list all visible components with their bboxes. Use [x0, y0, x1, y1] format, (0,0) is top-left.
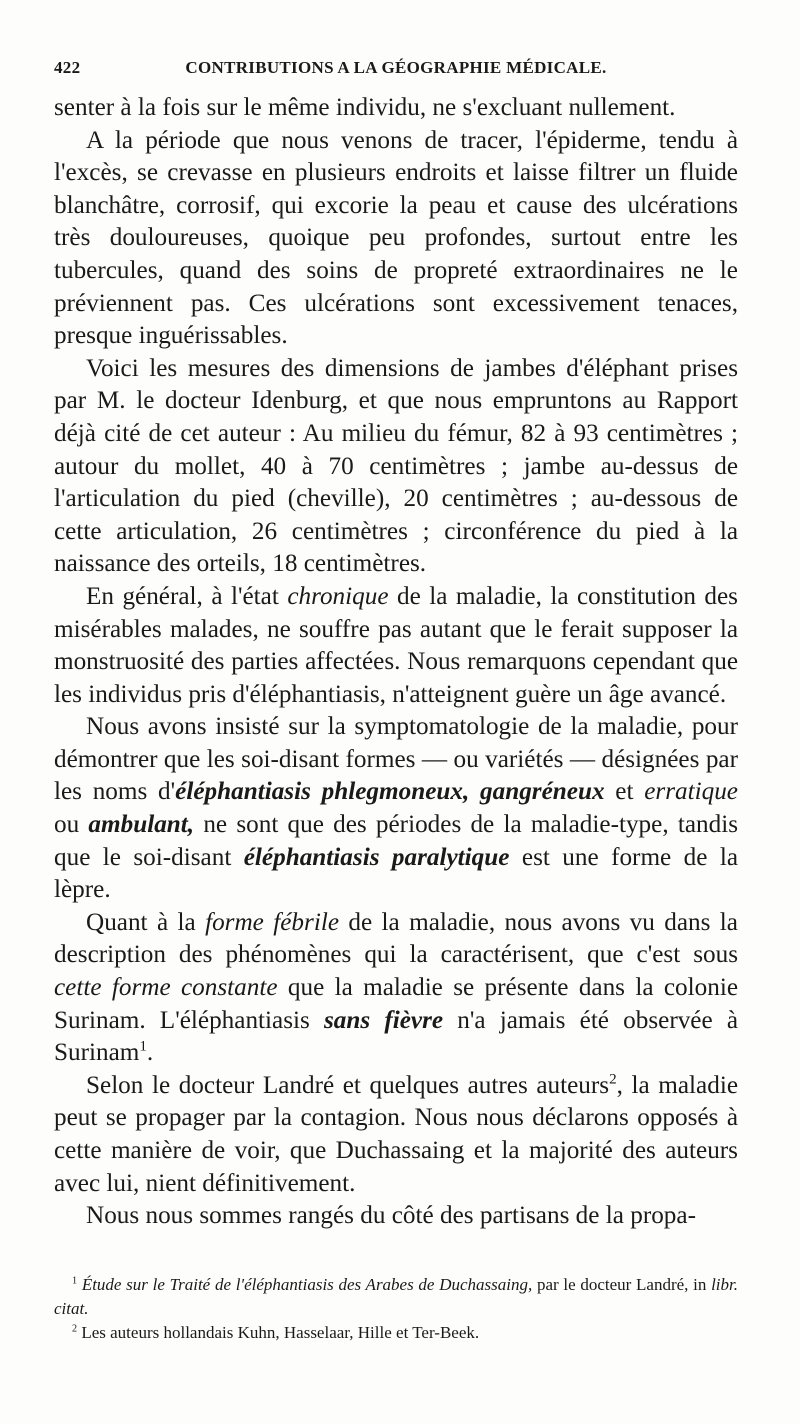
italic-text: chronique	[287, 582, 389, 610]
footnote	[54, 1273, 738, 1321]
footnote-marker: 1	[139, 1038, 147, 1055]
text-run: est une forme de la lèpre.	[54, 843, 738, 904]
text-run: Voici les mesures des dimensions de jambes d'éléphant prises par M. le docteur Idenburg, et que nous empruntons au Rapport déjà cité de cet auteur : Au milieu du fémur, 82 à 93 centimètres ; autour du mollet, 40 à 70 centimètres ; jambe au-dessus de l'articulation du pied (cheville), 20 centimètres ; au-dessous de cette articulation, 26 centimètres ; circonférence du pied à la naissance des orteils, 18 centimètres.	[54, 354, 738, 578]
footnote	[54, 1321, 738, 1345]
footnote-marker: 1	[72, 1275, 78, 1287]
italic-text: cette forme constante	[54, 974, 278, 1002]
text-run: et	[604, 778, 645, 806]
text-run: , la maladie peut se propager par la contagion. Nous nous déclarons opposés à cette manière de voir, que Duchassaing et la majorité des auteurs avec lui, nient définitivement.	[54, 1071, 739, 1197]
paragraph	[54, 125, 738, 353]
paragraph	[54, 907, 738, 1070]
italic-text: libr. citat.	[54, 1274, 739, 1318]
text-run: par le docteur Landré, in	[532, 1274, 712, 1294]
body-text	[54, 92, 738, 1233]
text-run: Les auteurs hollandais Kuhn, Hasselaar, Hille et Ter-Beek.	[77, 1322, 480, 1342]
page-header	[54, 58, 738, 92]
bold-italic-text: éléphantiasis phlegmoneux, gangréneux	[175, 778, 605, 806]
text-run: n'a jamais été observée à Surinam	[54, 1006, 738, 1067]
bold-italic-text: éléphantiasis paralytique	[243, 843, 510, 871]
paragraph	[54, 353, 738, 581]
italic-text: forme fébrile	[205, 908, 339, 936]
text-run: .	[146, 1039, 154, 1067]
italic-text: erratique	[644, 778, 738, 806]
paragraph	[54, 581, 738, 711]
italic-text: Étude sur le Traité de l'éléphantiasis des Arabes de Duchassaing,	[81, 1274, 533, 1294]
text-run: A la période que nous venons de tracer, l'épiderme, tendu à l'excès, se crevasse en plusieurs endroits et laisse filtrer un fluide blanchâtre, corrosif, qui excorie la peau et cause des ulcérations très douloureuses, quoique peu profondes, surtout entre les tubercules, quand des soins de propreté extraordinaires ne le préviennent pas. Ces ulcérations sont excessivement tenaces, presque inguérissables.	[54, 126, 738, 350]
text-run: de la maladie, la constitution des misérables malades, ne souffre pas autant que le ferait supposer la monstruosité des parties affectées. Nous remarquons cependant que les individus pris d'éléphantiasis, n'atteignent guère un âge avancé.	[54, 582, 738, 708]
paragraph	[54, 711, 738, 907]
running-title: CONTRIBUTIONS A LA GÉOGRAPHIE MÉDICALE.	[185, 58, 607, 77]
text-run: ou	[54, 811, 89, 839]
footnotes	[54, 1273, 738, 1345]
bold-italic-text: ambulant,	[88, 811, 195, 839]
text-run: Nous nous sommes rangés du côté des partisans de la propa-	[86, 1202, 696, 1230]
text-run: de la maladie, nous avons vu dans la description des phénomènes qui la caractérisent, que c'est sous	[54, 908, 738, 969]
footnote-marker: 2	[72, 1323, 78, 1335]
bold-italic-text: sans fièvre	[324, 1006, 444, 1034]
text-run: Selon le docteur Landré et quelques autres auteurs	[86, 1071, 610, 1099]
footnote-marker: 2	[609, 1071, 617, 1088]
text-run: que la maladie se présente dans la colonie Surinam. L'éléphantiasis	[54, 974, 738, 1034]
paragraph	[54, 1200, 738, 1233]
text-run: En général, à l'état	[86, 582, 288, 610]
text-run: senter à la fois sur le même individu, ne s'excluant nullement.	[54, 94, 676, 121]
text-run: Nous avons insisté sur la symptomatologie de la maladie, pour démontrer que les soi-disant formes — ou variétés — désignées par les noms d'	[54, 713, 738, 806]
text-run: ne sont que des périodes de la maladie-type, tandis que le soi-disant	[54, 811, 739, 871]
paragraph	[54, 92, 738, 125]
book-page	[54, 58, 738, 1345]
page-number: 422	[54, 58, 81, 77]
text-run: Quant à la	[86, 908, 206, 936]
paragraph	[54, 1070, 738, 1200]
